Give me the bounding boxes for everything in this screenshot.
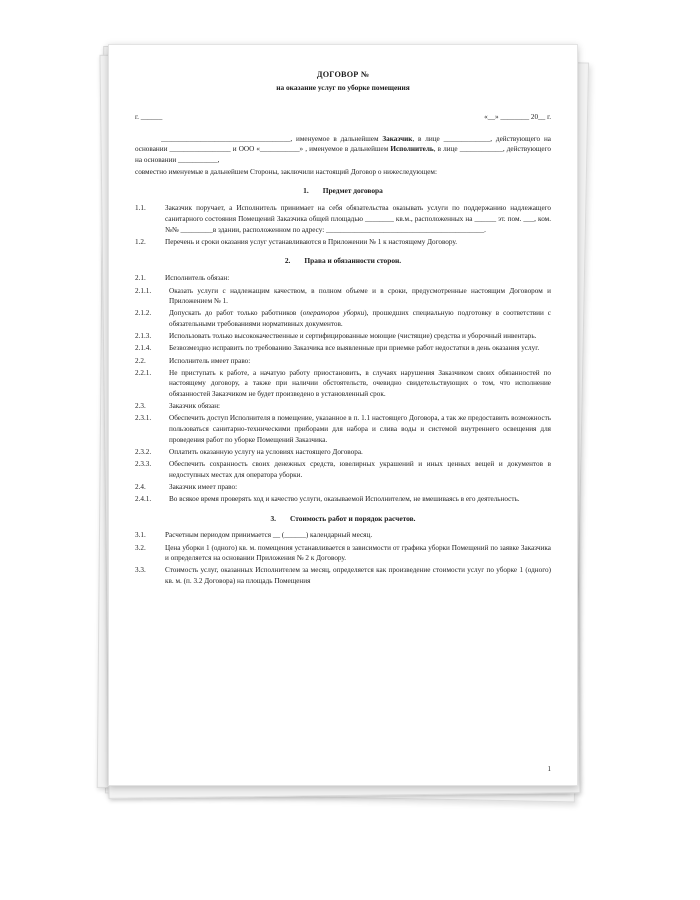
clause-number: 2.4. — [135, 482, 146, 491]
clause-number: 2.3.1. — [135, 414, 152, 423]
clause-number: 2.1.3. — [135, 332, 152, 341]
place-date-row — [135, 112, 551, 123]
clause-3-2 — [135, 543, 551, 564]
clause-2-1-4 — [135, 343, 551, 354]
clause-text: Оказать услуги с надлежащим качеством, в полном объеме и в сроки, предусмотренные настоящим Договором и Приложением № 1. — [169, 286, 551, 306]
clause-text: Использовать только высококачественные и сертифицированные моющие (чистящие) средства и уборочный инвентарь. — [169, 332, 537, 341]
clause-2-2-1 — [135, 368, 551, 400]
clause-number: 2.3.2. — [135, 447, 152, 456]
section-number-1: 1. — [303, 186, 309, 196]
clause-text: Во всякое время проверять ход и качество услуги, оказываемой Исполнителем, не вмешиваясь в его деятельность. — [169, 494, 520, 503]
clause-text: Расчетным периодом принимается __ (______) календарный месяц. — [165, 531, 373, 540]
clause-text: Оплатить оказанную услугу на условиях настоящего Договора. — [169, 447, 363, 456]
clause-2-3-2 — [135, 447, 551, 458]
clause-number: 3.3. — [135, 566, 146, 575]
clause-text: Обеспечить сохранность своих денежных средств, ювелирных украшений и иных ценных вещей и документов в недоступных местах для оператора уборки. — [169, 459, 551, 479]
section-title-1: Предмет договора — [322, 186, 383, 196]
clause-2-1-2 — [135, 308, 551, 329]
section-heading-1 — [135, 186, 551, 197]
section-number-2: 2. — [284, 256, 291, 266]
page-number: 1 — [547, 765, 551, 773]
clause-text: Заказчик поручает, а Исполнитель принимает на себя обязательства оказывать услуги по поддержанию надлежащего санитарного состояния Помещений Заказчика общей площадью ________ кв.м., расположенных на ______ эт. пом. ___, ком. №№ _________в здании, расположенном по адресу: ____________________________________________. — [165, 204, 551, 234]
section-title-2: Права и обязанности сторон. — [304, 256, 402, 266]
clause-text: Исполнитель имеет право: — [169, 356, 251, 365]
clause-2-4 — [135, 482, 551, 493]
clause-1-2 — [135, 237, 551, 248]
clause-2-1-1 — [135, 286, 551, 307]
clause-2-4-1 — [135, 494, 551, 505]
clause-text: Не приступать к работе, а начатую работу приостановить, в случаях нарушения Заказчиком своих обязанностей по настоящему договору, а также при наличии обстоятельств, очевидно свидетельствующих о том, что исполнение обязанностей Заказчиком не будет произведено в установленный срок. — [169, 368, 551, 398]
clause-number: 2.2. — [135, 356, 146, 365]
clause-text: Заказчик имеет право: — [169, 482, 238, 491]
clause-number: 3.1. — [135, 531, 146, 540]
clause-2-3-3 — [135, 459, 551, 480]
document-subtitle: на оказание услуг по уборке помещения — [276, 83, 410, 93]
section-number-3: 3. — [270, 513, 277, 523]
clause-text: Обеспечить доступ Исполнителя в помещение, указанное в п. 1.1 настоящего Договора, а так же предоставить возможность пользоваться санитарно-техническими приборами для набора и слива воды и системой внутреннего освещения для проведения работ по уборке Помещений Заказчика. — [169, 414, 551, 444]
document-title: ДОГОВОР № — [316, 70, 370, 79]
preamble — [135, 134, 551, 178]
document-body — [109, 45, 577, 598]
clause-text: Стоимость услуг, оказанных Исполнителем за месяц, определяется как произведение стоимости услуг по уборке 1 (одного) кв. м. (п. 3.2 Договора) на площадь Помещения — [165, 566, 551, 586]
clause-number: 1.1. — [135, 204, 146, 213]
clause-text: Перечень и сроки оказания услуг устанавливаются в Приложении № 1 к настоящему Договору. — [165, 237, 458, 246]
clause-text: Исполнитель обязан: — [165, 274, 230, 283]
clause-text: Заказчик обязан: — [169, 402, 221, 411]
clause-2-3 — [135, 401, 551, 412]
clause-number: 2.4.1. — [135, 494, 152, 503]
clause-3-3 — [135, 565, 551, 586]
clause-text: Допускать до работ только работников (операторов уборки), прошедших специальную подготовку в соответствии с обязательными требованиями нормативных документов. — [169, 309, 551, 329]
preamble-paragraph-1: ____________________________________, именуемое в дальнейшем Заказчик, в лице _____________, действующего на основании _________________ и ООО «___________» , именуемое в дальнейшем Исполнитель, в лице ____________, действующего на основании ___________, — [135, 134, 551, 165]
clause-number: 3.2. — [135, 543, 146, 552]
document-page — [108, 44, 578, 786]
date-line: «__» ________ 20__ г. — [484, 113, 551, 122]
preamble-paragraph-2: совместно именуемые в дальнейшем Стороны, заключили настоящий Договор о нижеследующем: — [135, 167, 437, 176]
clause-1-1 — [135, 203, 551, 235]
clause-number: 2.3. — [135, 402, 146, 411]
clause-number: 2.1.2. — [135, 309, 152, 318]
clause-2-3-1 — [135, 413, 551, 445]
clause-number: 2.3.3. — [135, 459, 152, 468]
section-heading-3 — [135, 514, 551, 525]
clause-number: 2.1.4. — [135, 344, 152, 353]
section-heading-2 — [135, 256, 551, 267]
section-title-3: Стоимость работ и порядок расчетов. — [290, 513, 416, 523]
clause-number: 2.2.1. — [135, 368, 152, 377]
clause-2-1 — [135, 273, 551, 284]
clause-number: 1.2. — [135, 237, 146, 246]
clause-2-1-3 — [135, 331, 551, 342]
clause-number: 2.1. — [135, 274, 146, 283]
clause-3-1 — [135, 530, 551, 541]
clause-number: 2.1.1. — [135, 286, 152, 295]
clause-text: Безвозмездно исправить по требованию Заказчика все выявленные при приемке работ недостатки в день оказания услуг. — [169, 344, 540, 353]
place-line: г. ______ — [135, 113, 163, 122]
clause-text: Цена уборки 1 (одного) кв. м. помещения устанавливается в зависимости от графика уборки Помещений по заявке Заказчика и определяется на основании Приложения № 2 к Договору. — [165, 543, 551, 563]
clause-2-2 — [135, 356, 551, 367]
